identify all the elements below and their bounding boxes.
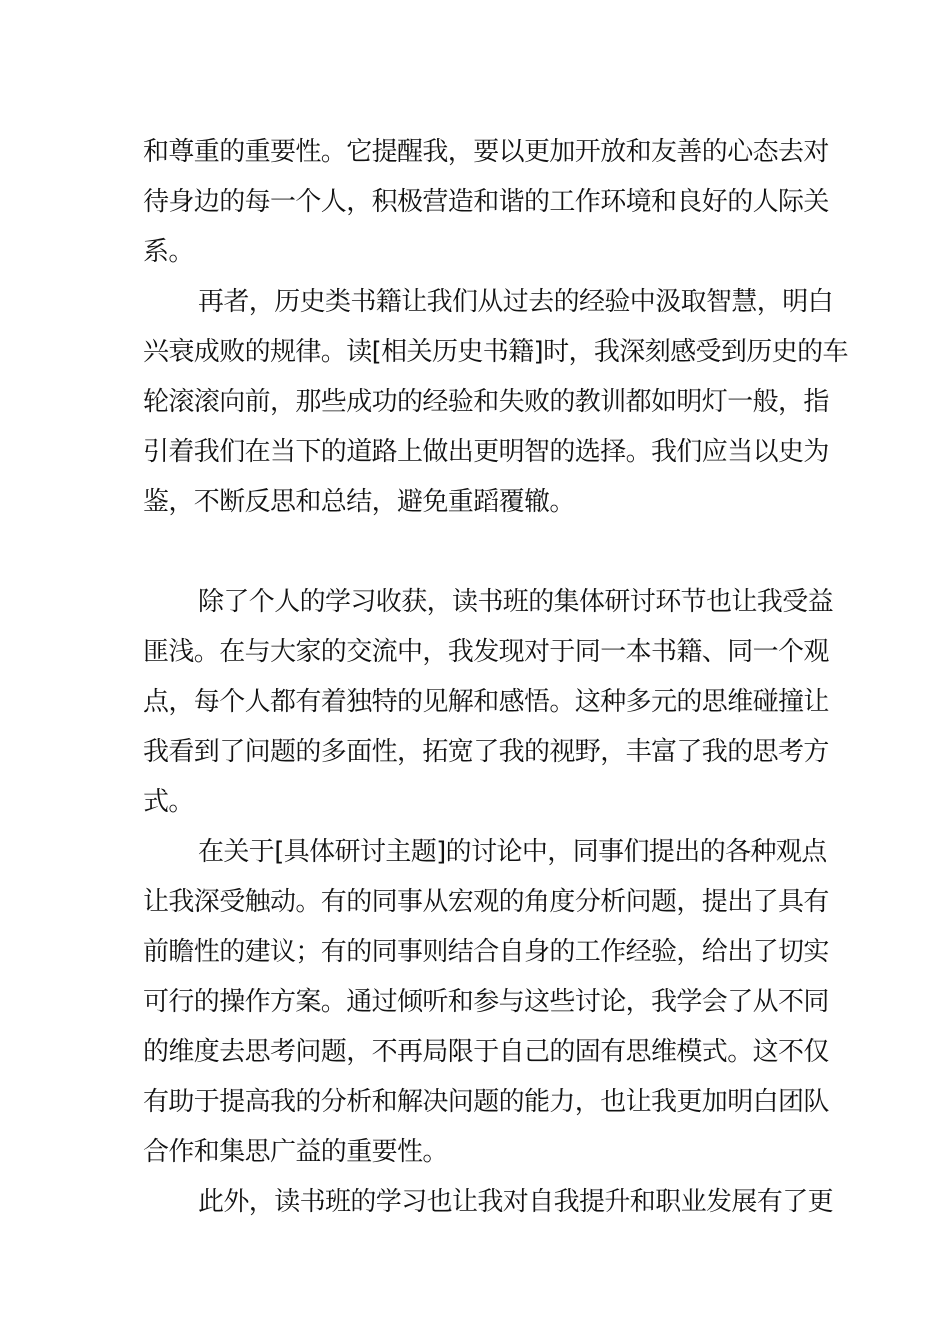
- paragraph-4-line-2: 让我深受触动。有的同事从宏观的角度分析问题，提出了具有: [143, 887, 829, 917]
- paragraph-5-line-1: 此外，读书班的学习也让我对自我提升和职业发展有了更: [198, 1187, 834, 1217]
- paragraph-2-line-2: 兴衰成败的规律。读[相关历史书籍]时，我深刻感受到历史的车: [143, 337, 848, 367]
- paragraph-4-line-7: 合作和集思广益的重要性。: [143, 1137, 448, 1167]
- paragraph-3-line-4: 我看到了问题的多面性，拓宽了我的视野，丰富了我的思考方: [143, 737, 829, 767]
- paragraph-2-line-3: 轮滚滚向前，那些成功的经验和失败的教训都如明灯一般，指: [143, 387, 829, 417]
- paragraph-3-line-2: 匪浅。在与大家的交流中，我发现对于同一本书籍、同一个观: [143, 637, 829, 667]
- paragraph-2-line-1: 再者，历史类书籍让我们从过去的经验中汲取智慧，明白: [198, 287, 834, 317]
- paragraph-1-line-3: 系。: [143, 237, 194, 267]
- paragraph-2-line-4: 引着我们在当下的道路上做出更明智的选择。我们应当以史为: [143, 437, 829, 467]
- paragraph-3-line-3: 点，每个人都有着独特的见解和感悟。这种多元的思维碰撞让: [143, 687, 829, 717]
- paragraph-4-line-3: 前瞻性的建议；有的同事则结合自身的工作经验，给出了切实: [143, 937, 829, 967]
- paragraph-4-line-5: 的维度去思考问题，不再局限于自己的固有思维模式。这不仅: [143, 1037, 829, 1067]
- paragraph-3-line-5: 式。: [143, 787, 194, 817]
- paragraph-1-line-1: 和尊重的重要性。它提醒我，要以更加开放和友善的心态去对: [143, 137, 829, 167]
- paragraph-4-line-6: 有助于提高我的分析和解决问题的能力，也让我更加明白团队: [143, 1087, 829, 1117]
- paragraph-4-line-1: 在关于[具体研讨主题]的讨论中，同事们提出的各种观点: [198, 837, 827, 867]
- paragraph-1-line-2: 待身边的每一个人，积极营造和谐的工作环境和良好的人际关: [143, 187, 829, 217]
- paragraph-2-line-5: 鉴，不断反思和总结，避免重蹈覆辙。: [143, 487, 575, 517]
- paragraph-3-line-1: 除了个人的学习收获，读书班的集体研讨环节也让我受益: [198, 587, 834, 617]
- paragraph-4-line-4: 可行的操作方案。通过倾听和参与这些讨论，我学会了从不同: [143, 987, 829, 1017]
